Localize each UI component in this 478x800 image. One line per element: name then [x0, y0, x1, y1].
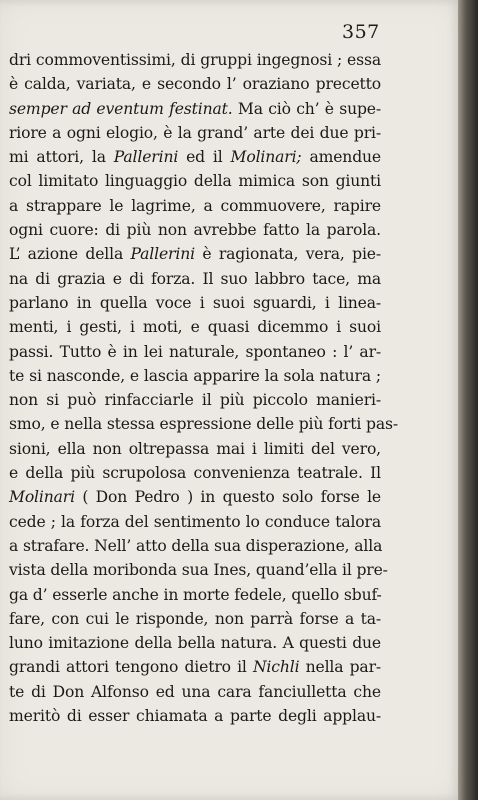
- text-line: [9, 534, 381, 558]
- text-segment: grandi attori tengono dietro il: [9, 658, 253, 677]
- italic-text: Molinari: [9, 488, 75, 507]
- text-line: [9, 704, 381, 728]
- text-line: [9, 121, 381, 145]
- text-line: [9, 169, 381, 193]
- text-segment: Ma ciò ch’ è supe-: [232, 99, 381, 118]
- text-segment: ( Don Pedro ) in questo solo forse le: [74, 488, 381, 507]
- text-line: [9, 510, 381, 534]
- text-segment: te di Don Alfonso ed una cara fanciulletta che: [9, 682, 381, 701]
- text-segment: parlano in quella voce i suoi sguardi, i linea-: [9, 293, 381, 312]
- text-segment: sioni, ella non oltrepassa mai i limiti del vero,: [9, 439, 381, 458]
- text-line: [9, 583, 381, 607]
- text-segment: smo, e nella stessa espressione delle più forti pas-: [9, 415, 398, 434]
- italic-text: semper ad eventum festinat.: [9, 99, 233, 118]
- text-segment: riore a ogni elogio, è la grand’ arte dei due pri-: [9, 123, 381, 142]
- text-segment: amendue: [301, 148, 381, 167]
- text-segment: col limitato linguaggio della mimica son giunti: [9, 172, 381, 191]
- text-line: [9, 267, 381, 291]
- text-line: [9, 655, 381, 679]
- text-segment: è calda, variata, e secondo l’ oraziano precetto: [9, 75, 381, 94]
- text-segment: cede ; la forza del sentimento lo conduce talora: [9, 512, 381, 531]
- text-line: [9, 97, 381, 121]
- text-line: [9, 194, 381, 218]
- text-line: [9, 291, 381, 315]
- text-line: [9, 631, 381, 655]
- text-line: [9, 388, 381, 412]
- text-segment: nella par-: [299, 658, 381, 677]
- text-line: [9, 340, 381, 364]
- text-segment: na di grazia e di forza. Il suo labbro tace, ma: [9, 269, 381, 288]
- text-line: [9, 48, 381, 72]
- text-segment: fare, con cui le risponde, non parrà forse a ta-: [9, 609, 381, 628]
- text-segment: te si nasconde, e lascia apparire la sola natura ;: [9, 366, 381, 385]
- page-edge-shadow: [458, 0, 478, 800]
- body-text: [9, 48, 398, 728]
- text-segment: vista della moribonda sua Ines, quand’ella il pre-: [9, 561, 388, 580]
- text-line: [9, 72, 381, 96]
- text-line: [9, 437, 381, 461]
- text-line: [9, 364, 381, 388]
- italic-text: Pallerini: [113, 148, 179, 167]
- text-segment: meritò di esser chiamata a parte degli applau-: [9, 707, 381, 726]
- text-segment: è ragionata, vera, pie-: [194, 245, 382, 264]
- text-segment: dri commoventissimi, di gruppi ingegnosi ; essa: [9, 51, 381, 69]
- text-line: [9, 558, 388, 582]
- text-line: [9, 315, 381, 339]
- text-line: [9, 461, 381, 485]
- text-segment: a strafare. Nell’ atto della sua disperazione, alla: [9, 536, 383, 555]
- text-segment: a strappare le lagrime, a commuovere, rapire: [9, 196, 381, 215]
- text-segment: e della più scrupolosa convenienza teatrale. Il: [9, 464, 381, 483]
- text-line: [9, 218, 381, 242]
- italic-text: Molinari;: [230, 148, 302, 167]
- text-segment: mi attori, la: [9, 148, 114, 167]
- italic-text: Nichli: [252, 658, 300, 677]
- text-segment: menti, i gesti, i moti, e quasi dicemmo i suoi: [9, 318, 381, 337]
- italic-text: Pallerini: [130, 245, 195, 264]
- text-segment: L’ azione della: [9, 245, 131, 264]
- text-line: [9, 145, 381, 169]
- text-segment: passi. Tutto è in lei naturale, spontaneo : l’ ar-: [9, 342, 381, 361]
- text-line: [9, 607, 381, 631]
- page-number: 357: [342, 21, 380, 43]
- text-line: [9, 412, 398, 436]
- text-line: [9, 242, 381, 266]
- text-segment: ga d’ esserle anche in morte fedele, quello sbuf-: [9, 585, 382, 604]
- text-segment: luno imitazione della bella natura. A questi due: [9, 634, 381, 653]
- text-segment: ogni cuore: di più non avrebbe fatto la parola.: [9, 221, 381, 240]
- text-segment: non si può rinfacciarle il più piccolo manieri-: [9, 391, 381, 410]
- text-line: [9, 680, 381, 704]
- text-line: [9, 485, 381, 509]
- text-segment: ed il: [178, 148, 231, 167]
